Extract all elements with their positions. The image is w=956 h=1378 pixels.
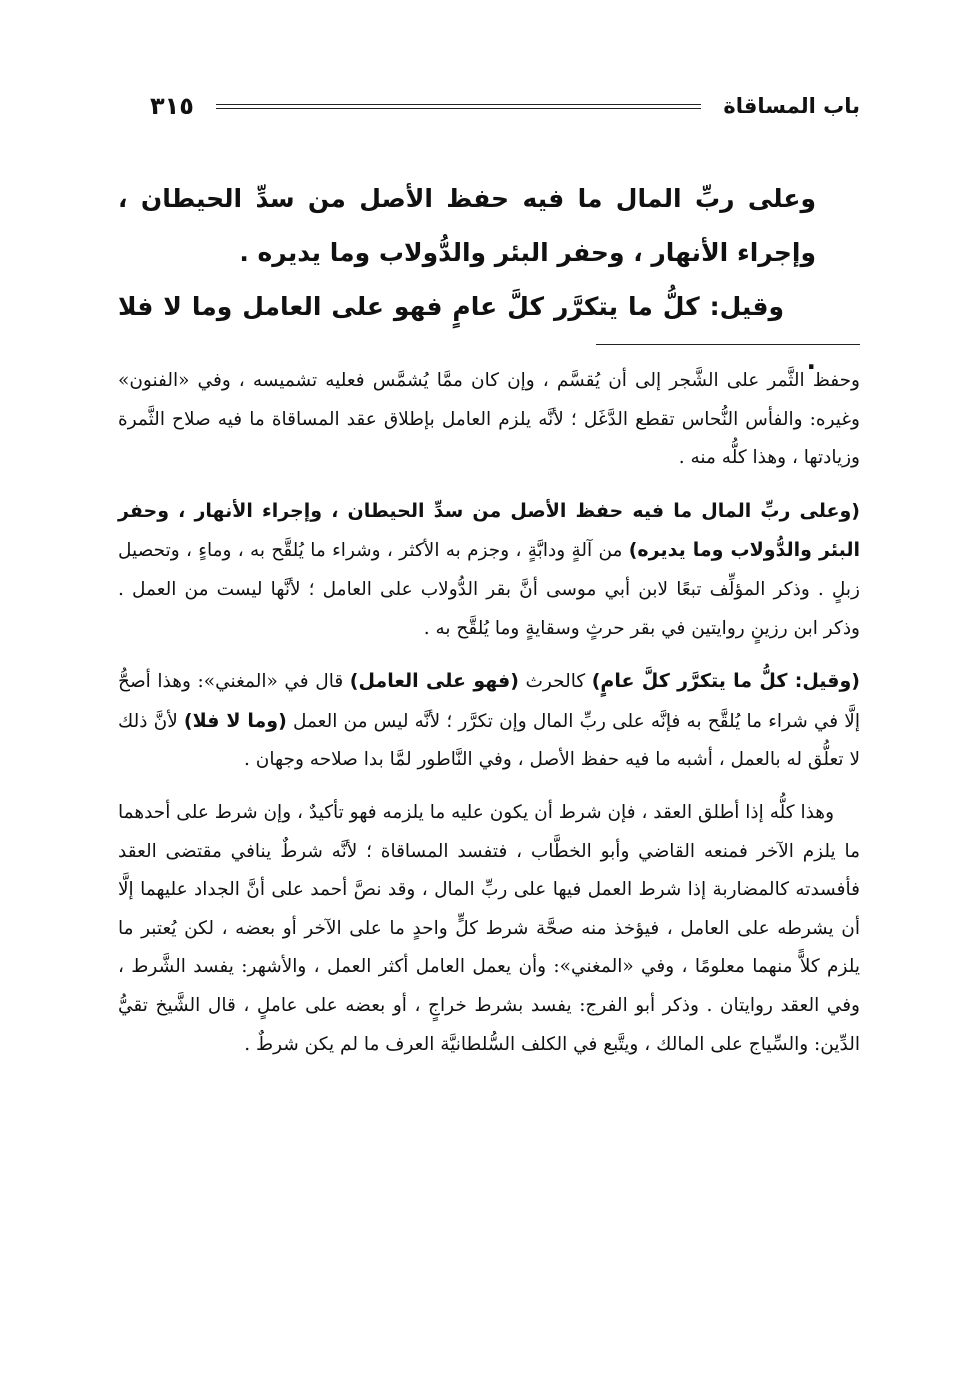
commentary-paragraph-2 — [118, 492, 860, 648]
commentary-paragraph-1: وحفظ الثَّمر على الشَّجر إلى أن يُقسَّم ، وإن كان ممَّا يُشمَّس فعليه تشميسه ، وفي «الفنون» وغيره: والفأس النُّحاس تقطع الدَّغَل ؛ لأنَّه يلزم العامل بإطلاق عقد المساقاة ما فيه صلاح الثَّمرة وزيادتها ، وهذا كلُّه منه . — [118, 370, 860, 469]
page-number: ٣١٥ — [150, 92, 194, 120]
running-header — [150, 86, 860, 126]
main-text — [118, 172, 816, 388]
main-text-paragraph-1: وعلى ربِّ المال ما فيه حفظ الأصل من سدِّ الحيطان ، وإجراء الأنهار ، وحفر البئر والدُّولاب وما يديره . — [118, 184, 816, 267]
quoted-main-text: (وعلى ربِّ المال ما فيه حفظ الأصل من سدِّ الحيطان ، وإجراء الأنهار ، وحفر البئر والدُّولاب وما يديره) — [118, 499, 861, 562]
header-double-rule — [216, 104, 701, 109]
commentary-text: كالحرث — [518, 671, 592, 693]
commentary-text: من آلةٍ ودابَّةٍ ، وجزم به الأكثر ، وشراء ما يُلقَّح به ، وماءٍ ، وتحصيل زبلٍ . وذكر المؤلِّف تبعًا لابن أبي موسى أنَّ بقر الدُّولاب على العامل ؛ لأنَّها ليست من العمل . وذكر ابن رزينٍ روايتين في بقر حرثٍ وسقايةٍ وما يُلقَّح به . — [118, 540, 860, 639]
quoted-main-text: (فهو على العامل) — [349, 670, 519, 693]
commentary-text: قال في «المغني»: وهذا أصحُّ إلَّا في شراء ما يُلقَّح به فإنَّه على ربِّ المال وإن تكرَّر ؛ لأنَّه ليس من العمل — [118, 671, 860, 732]
chapter-title: باب المساقاة — [723, 94, 860, 118]
footnote-divider — [596, 344, 860, 345]
commentary-text: لأنَّ ذلك لا تعلُّق له بالعمل ، أشبه ما فيه حفظ الأصل ، وفي النَّاطور لمَّا بدا صلاحه وجهان . — [118, 710, 860, 771]
quoted-main-text: (وما لا فلا) — [183, 709, 287, 732]
main-text-paragraph-2: وقيل: كلُّ ما يتكرَّر كلَّ عامٍ فهو على العامل وما لا فلا . — [118, 292, 816, 375]
quoted-main-text: (وقيل: كلُّ ما يتكرَّر كلَّ عامٍ) — [591, 670, 860, 693]
commentary-paragraph-3 — [118, 662, 860, 780]
commentary — [118, 362, 860, 1072]
commentary-paragraph-4: وهذا كلُّه إذا أطلق العقد ، فإن شرط أن يكون عليه ما يلزمه فهو تأكيدٌ ، وإن شرط على أحدهما ما يلزم الآخر فمنعه القاضي وأبو الخطَّاب ، فتفسد المساقاة ؛ لأنَّه شرطٌ ينافي مقتضى العقد فأفسدته كالمضاربة إذا شرط العمل فيها على ربِّ المال ، وقد نصَّ أحمد على أنَّ الجداد عليهما إلَّا أن يشرطه على العامل ، فيؤخذ منه صحَّة شرط كلٍّ واحدٍ ما على الآخر أو بعضه ، لكن يُعتبر ما يلزم كلاًّ منهما معلومًا ، وفي «المغني»: وأن يعمل العامل أكثر العمل ، والأشهر: يفسد الشَّرط ، وفي العقد روايتان . وذكر أبو الفرج: يفسد بشرط خراجٍ ، أو بعضه على عاملٍ ، قال الشَّيخ تقيُّ الدِّين: والسِّياج على المالك ، ويتَّبع في الكلف السُّلطانيَّة العرف ما لم يكن شرطٌ . — [118, 801, 860, 1055]
